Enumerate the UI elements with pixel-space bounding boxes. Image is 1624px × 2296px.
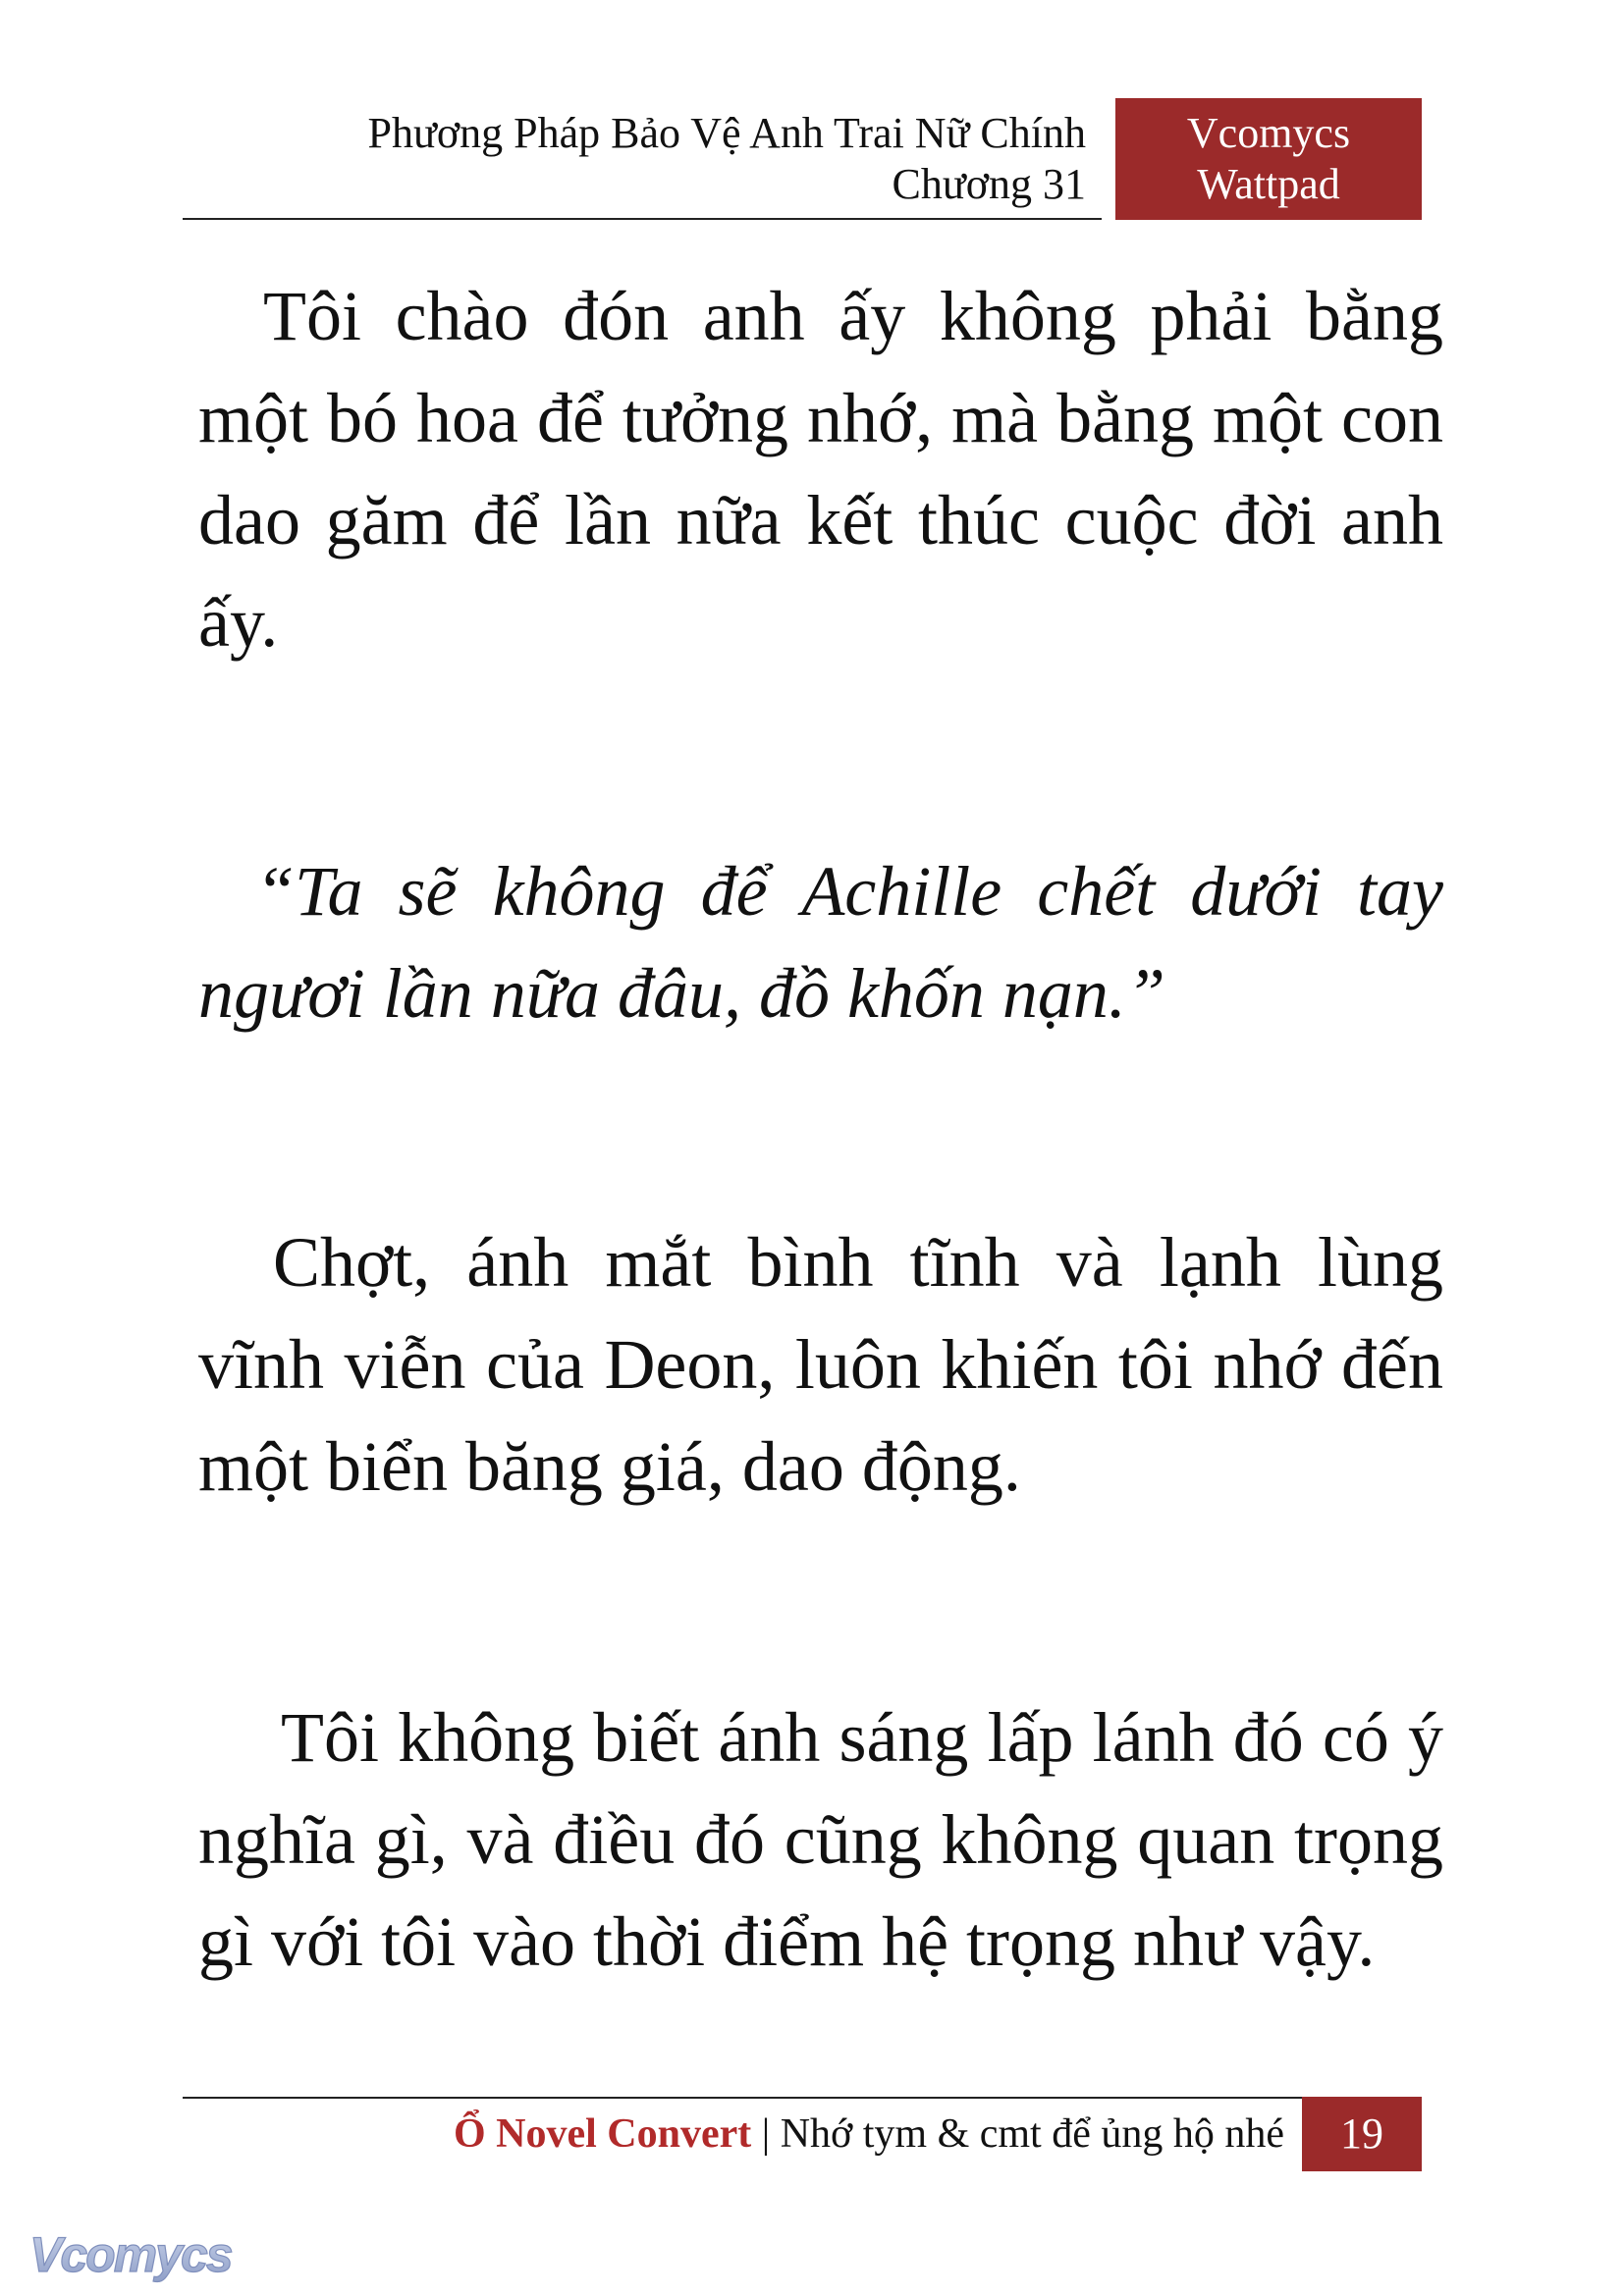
paragraph-4: Tôi không biết ánh sáng lấp lánh đó có ý nghĩa gì, và điều đó cũng không quan trọng gì với tôi vào thời điểm hệ trọng như vậy. bbox=[198, 1698, 1443, 1981]
page-content bbox=[198, 265, 1443, 1993]
vcomycs-logo-icon bbox=[26, 2224, 251, 2289]
footer-message: Nhớ tym & cmt để ủng hộ nhé bbox=[780, 2111, 1284, 2157]
svg-text:Vcomycs: Vcomycs bbox=[29, 2227, 232, 2282]
book-title: Phương Pháp Bảo Vệ Anh Trai Nữ Chính bbox=[367, 109, 1086, 157]
badge-line-wattpad: Wattpad bbox=[1197, 160, 1340, 208]
vcomycs-watermark-logo bbox=[26, 2224, 251, 2289]
footer-rule bbox=[183, 2097, 1302, 2099]
page-header bbox=[183, 98, 1422, 220]
paragraph-2-quote: “Ta sẽ không để Achille chết dưới tay ngươi lần nữa đâu, đồ khốn nạn.” bbox=[198, 852, 1443, 1033]
paragraph-3: Chợt, ánh mắt bình tĩnh và lạnh lùng vĩnh viễn của Deon, luôn khiến tôi nhớ đến một biển băng giá, dao động. bbox=[198, 1223, 1443, 1506]
footer-separator: | bbox=[751, 2111, 781, 2157]
page-number: 19 bbox=[1302, 2097, 1422, 2171]
footer-brand: Ổ Novel Convert bbox=[453, 2111, 752, 2157]
source-badge bbox=[1115, 98, 1422, 220]
page-footer bbox=[183, 2097, 1422, 2171]
chapter-label: Chương 31 bbox=[892, 160, 1086, 208]
badge-line-vcomycs: Vcomycs bbox=[1186, 109, 1351, 157]
footer-text bbox=[454, 2107, 1284, 2162]
header-titles bbox=[183, 98, 1102, 220]
paragraph-1: Tôi chào đón anh ấy không phải bằng một bó hoa để tưởng nhớ, mà bằng một con dao găm để lần nữa kết thúc cuộc đời anh ấy. bbox=[198, 277, 1443, 662]
